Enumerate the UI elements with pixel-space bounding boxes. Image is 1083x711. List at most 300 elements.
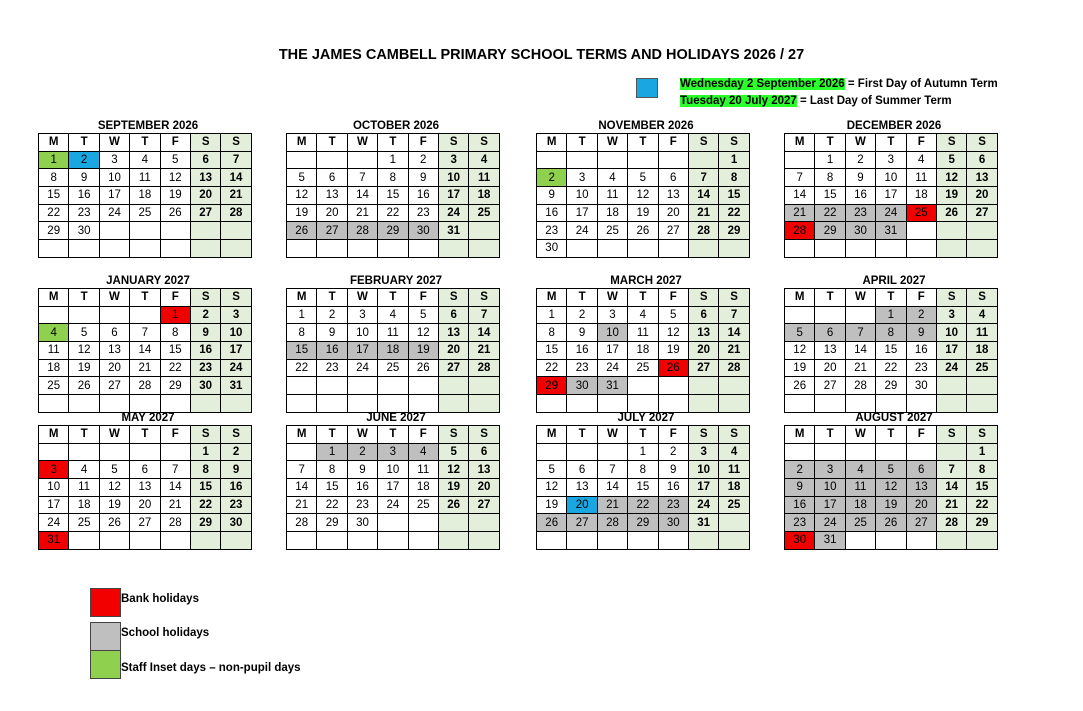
empty-cell xyxy=(160,240,190,258)
day-cell: 21 xyxy=(688,204,718,222)
day-cell: 9 xyxy=(567,324,597,342)
week-row xyxy=(287,151,500,169)
day-cell: 1 xyxy=(815,151,845,169)
week-row xyxy=(287,514,500,532)
day-cell: 28 xyxy=(130,377,160,395)
day-cell: 8 xyxy=(537,324,567,342)
day-cell: 6 xyxy=(688,306,718,324)
empty-cell xyxy=(408,377,438,395)
empty-cell xyxy=(69,240,99,258)
empty-cell xyxy=(130,240,160,258)
week-row xyxy=(287,443,500,461)
day-cell: 13 xyxy=(567,479,597,497)
weekday-header-row xyxy=(39,134,252,152)
day-cell: 8 xyxy=(39,169,69,187)
day-cell: 30 xyxy=(408,222,438,240)
day-cell: 6 xyxy=(967,151,997,169)
day-cell: 28 xyxy=(221,204,251,222)
day-cell: 9 xyxy=(906,324,936,342)
weekday-header: M xyxy=(39,289,69,307)
week-row xyxy=(785,240,998,258)
weekday-header-row xyxy=(39,289,252,307)
week-row xyxy=(287,222,500,240)
day-cell: 5 xyxy=(438,443,468,461)
week-row xyxy=(537,496,750,514)
month-calendar xyxy=(38,274,258,413)
empty-cell xyxy=(408,514,438,532)
empty-cell xyxy=(438,377,468,395)
month-title: JUNE 2027 xyxy=(366,412,426,424)
day-cell: 25 xyxy=(130,204,160,222)
empty-cell xyxy=(408,532,438,550)
weekday-header: S xyxy=(190,426,220,444)
day-cell: 7 xyxy=(936,461,966,479)
day-cell: 14 xyxy=(130,342,160,360)
day-cell: 28 xyxy=(469,359,499,377)
empty-cell xyxy=(906,240,936,258)
day-cell: 16 xyxy=(408,187,438,205)
day-cell: 17 xyxy=(221,342,251,360)
weekday-header: W xyxy=(99,426,129,444)
day-cell: 11 xyxy=(378,324,408,342)
day-cell: 24 xyxy=(597,359,627,377)
week-row xyxy=(39,514,252,532)
page-title: THE JAMES CAMBELL PRIMARY SCHOOL TERMS AND HOLIDAYS 2026 / 27 xyxy=(278,47,805,63)
note-first-day xyxy=(680,78,998,90)
empty-cell xyxy=(317,151,347,169)
empty-cell xyxy=(469,222,499,240)
empty-cell xyxy=(378,514,408,532)
day-cell: 10 xyxy=(688,461,718,479)
day-cell: 28 xyxy=(719,359,749,377)
day-cell: 4 xyxy=(130,151,160,169)
empty-cell xyxy=(628,240,658,258)
day-cell: 7 xyxy=(688,169,718,187)
week-row xyxy=(287,496,500,514)
day-cell: 3 xyxy=(688,443,718,461)
month-title: AUGUST 2027 xyxy=(855,412,933,424)
weekday-header: T xyxy=(876,426,906,444)
day-cell: 13 xyxy=(99,342,129,360)
month-table xyxy=(536,133,750,258)
day-cell: 26 xyxy=(69,377,99,395)
day-cell: 2 xyxy=(190,306,220,324)
day-cell: 14 xyxy=(221,169,251,187)
weekday-header: S xyxy=(190,289,220,307)
weekday-header: W xyxy=(845,134,875,152)
weekday-header: S xyxy=(438,426,468,444)
weekday-header: F xyxy=(658,289,688,307)
weekday-header: W xyxy=(597,134,627,152)
day-cell: 23 xyxy=(567,359,597,377)
weekday-header: T xyxy=(317,426,347,444)
empty-cell xyxy=(99,532,129,550)
day-cell: 17 xyxy=(438,187,468,205)
day-cell: 12 xyxy=(537,479,567,497)
day-cell: 12 xyxy=(658,324,688,342)
weekday-header-row xyxy=(537,426,750,444)
weekday-header: M xyxy=(287,289,317,307)
day-cell: 10 xyxy=(936,324,966,342)
day-cell: 5 xyxy=(785,324,815,342)
day-cell: 7 xyxy=(719,306,749,324)
week-row xyxy=(537,342,750,360)
day-cell: 11 xyxy=(408,461,438,479)
day-cell: 24 xyxy=(876,204,906,222)
day-cell: 15 xyxy=(876,342,906,360)
day-cell: 22 xyxy=(317,496,347,514)
day-cell: 14 xyxy=(936,479,966,497)
day-cell: 21 xyxy=(845,359,875,377)
note-last-day-text: = Last Day of Summer Term xyxy=(796,95,952,107)
day-cell: 10 xyxy=(347,324,377,342)
week-row xyxy=(785,395,998,413)
day-cell: 3 xyxy=(936,306,966,324)
month-calendar xyxy=(38,411,258,550)
day-cell: 29 xyxy=(628,514,658,532)
day-cell: 6 xyxy=(469,443,499,461)
weekday-header: F xyxy=(906,289,936,307)
month-table xyxy=(784,425,998,550)
weekday-header: S xyxy=(967,289,997,307)
week-row xyxy=(39,443,252,461)
day-cell: 26 xyxy=(537,514,567,532)
empty-cell xyxy=(378,395,408,413)
day-cell: 16 xyxy=(537,204,567,222)
day-cell: 21 xyxy=(160,496,190,514)
day-cell: 28 xyxy=(785,222,815,240)
empty-cell xyxy=(347,532,377,550)
empty-cell xyxy=(287,532,317,550)
day-cell: 20 xyxy=(967,187,997,205)
empty-cell xyxy=(469,377,499,395)
weekday-header: T xyxy=(130,426,160,444)
week-row xyxy=(287,395,500,413)
day-cell: 27 xyxy=(99,377,129,395)
day-cell: 17 xyxy=(936,342,966,360)
day-cell: 29 xyxy=(378,222,408,240)
month-table xyxy=(38,133,252,258)
month-table xyxy=(536,425,750,550)
week-row xyxy=(287,240,500,258)
empty-cell xyxy=(69,443,99,461)
empty-cell xyxy=(287,377,317,395)
day-cell: 11 xyxy=(597,187,627,205)
empty-cell xyxy=(567,151,597,169)
empty-cell xyxy=(190,222,220,240)
empty-cell xyxy=(628,151,658,169)
day-cell: 13 xyxy=(317,187,347,205)
weekday-header: T xyxy=(876,134,906,152)
day-cell: 16 xyxy=(190,342,220,360)
weekday-header: M xyxy=(785,289,815,307)
day-cell: 22 xyxy=(378,204,408,222)
weekday-header: W xyxy=(597,289,627,307)
day-cell: 23 xyxy=(658,496,688,514)
day-cell: 20 xyxy=(99,359,129,377)
weekday-header: T xyxy=(876,289,906,307)
week-row xyxy=(537,461,750,479)
day-cell: 4 xyxy=(469,151,499,169)
day-cell: 19 xyxy=(438,479,468,497)
weekday-header: F xyxy=(408,134,438,152)
weekday-header: M xyxy=(39,134,69,152)
day-cell: 11 xyxy=(469,169,499,187)
week-row xyxy=(537,222,750,240)
empty-cell xyxy=(221,222,251,240)
weekday-header: T xyxy=(567,426,597,444)
weekday-header: T xyxy=(69,289,99,307)
day-cell: 29 xyxy=(317,514,347,532)
weekday-header: S xyxy=(438,289,468,307)
day-cell: 12 xyxy=(160,169,190,187)
day-cell: 30 xyxy=(567,377,597,395)
week-row xyxy=(785,169,998,187)
day-cell: 30 xyxy=(347,514,377,532)
day-cell: 6 xyxy=(190,151,220,169)
weekday-header: T xyxy=(130,134,160,152)
empty-cell xyxy=(469,240,499,258)
empty-cell xyxy=(628,395,658,413)
empty-cell xyxy=(438,395,468,413)
day-cell: 21 xyxy=(597,496,627,514)
week-row xyxy=(39,496,252,514)
day-cell: 27 xyxy=(469,496,499,514)
week-row xyxy=(785,479,998,497)
week-row xyxy=(537,151,750,169)
weekday-header: W xyxy=(845,426,875,444)
week-row xyxy=(785,324,998,342)
day-cell: 10 xyxy=(815,479,845,497)
empty-cell xyxy=(408,240,438,258)
month-calendar xyxy=(286,119,506,258)
month-calendar xyxy=(536,119,756,258)
day-cell: 16 xyxy=(567,342,597,360)
empty-cell xyxy=(317,240,347,258)
day-cell: 15 xyxy=(967,479,997,497)
week-row xyxy=(537,169,750,187)
empty-cell xyxy=(719,514,749,532)
empty-cell xyxy=(99,443,129,461)
day-cell: 14 xyxy=(469,324,499,342)
day-cell: 9 xyxy=(845,169,875,187)
empty-cell xyxy=(815,443,845,461)
week-row xyxy=(785,532,998,550)
weekday-header: W xyxy=(597,426,627,444)
day-cell: 5 xyxy=(628,169,658,187)
weekday-header: T xyxy=(628,134,658,152)
week-row xyxy=(785,151,998,169)
weekday-header: T xyxy=(815,426,845,444)
day-cell: 8 xyxy=(378,169,408,187)
empty-cell xyxy=(876,532,906,550)
empty-cell xyxy=(785,306,815,324)
day-cell: 22 xyxy=(287,359,317,377)
day-cell: 1 xyxy=(287,306,317,324)
week-row xyxy=(537,187,750,205)
empty-cell xyxy=(69,306,99,324)
weekday-header-row xyxy=(537,134,750,152)
empty-cell xyxy=(190,532,220,550)
day-cell: 12 xyxy=(628,187,658,205)
day-cell: 29 xyxy=(39,222,69,240)
empty-cell xyxy=(567,240,597,258)
day-cell: 3 xyxy=(39,461,69,479)
day-cell: 1 xyxy=(537,306,567,324)
empty-cell xyxy=(785,151,815,169)
day-cell: 19 xyxy=(876,496,906,514)
week-row xyxy=(537,240,750,258)
day-cell: 7 xyxy=(785,169,815,187)
day-cell: 20 xyxy=(438,342,468,360)
weekday-header-row xyxy=(785,289,998,307)
weekday-header: T xyxy=(815,289,845,307)
day-cell: 21 xyxy=(469,342,499,360)
month-table xyxy=(38,425,252,550)
empty-cell xyxy=(317,377,347,395)
empty-cell xyxy=(688,151,718,169)
day-cell: 10 xyxy=(378,461,408,479)
empty-cell xyxy=(438,532,468,550)
weekday-header: S xyxy=(967,134,997,152)
week-row xyxy=(537,532,750,550)
day-cell: 7 xyxy=(469,306,499,324)
empty-cell xyxy=(317,395,347,413)
month-title: FEBRUARY 2027 xyxy=(349,275,443,287)
day-cell: 17 xyxy=(876,187,906,205)
day-cell: 4 xyxy=(628,306,658,324)
day-cell: 25 xyxy=(597,222,627,240)
week-row xyxy=(39,359,252,377)
empty-cell xyxy=(160,222,190,240)
legend-label: Bank holidays xyxy=(121,593,199,605)
day-cell: 31 xyxy=(815,532,845,550)
day-cell: 16 xyxy=(845,187,875,205)
empty-cell xyxy=(967,395,997,413)
day-cell: 30 xyxy=(906,377,936,395)
empty-cell xyxy=(130,222,160,240)
day-cell: 25 xyxy=(967,359,997,377)
day-cell: 15 xyxy=(815,187,845,205)
day-cell: 25 xyxy=(628,359,658,377)
day-cell: 8 xyxy=(876,324,906,342)
day-cell: 18 xyxy=(845,496,875,514)
day-cell: 1 xyxy=(719,151,749,169)
day-cell: 27 xyxy=(688,359,718,377)
month-title: DECEMBER 2026 xyxy=(846,120,942,132)
week-row xyxy=(537,395,750,413)
day-cell: 9 xyxy=(537,187,567,205)
day-cell: 4 xyxy=(39,324,69,342)
empty-cell xyxy=(936,395,966,413)
day-cell: 5 xyxy=(160,151,190,169)
day-cell: 21 xyxy=(347,204,377,222)
empty-cell xyxy=(936,222,966,240)
day-cell: 9 xyxy=(347,461,377,479)
empty-cell xyxy=(845,240,875,258)
empty-cell xyxy=(537,395,567,413)
day-cell: 1 xyxy=(967,443,997,461)
day-cell: 19 xyxy=(537,496,567,514)
day-cell: 27 xyxy=(658,222,688,240)
weekday-header: S xyxy=(967,426,997,444)
day-cell: 12 xyxy=(287,187,317,205)
day-cell: 9 xyxy=(317,324,347,342)
day-cell: 23 xyxy=(69,204,99,222)
day-cell: 14 xyxy=(347,187,377,205)
empty-cell xyxy=(438,514,468,532)
week-row xyxy=(287,461,500,479)
day-cell: 2 xyxy=(317,306,347,324)
month-title: OCTOBER 2026 xyxy=(352,120,440,132)
day-cell: 6 xyxy=(317,169,347,187)
week-row xyxy=(537,306,750,324)
empty-cell xyxy=(876,443,906,461)
day-cell: 12 xyxy=(408,324,438,342)
day-cell: 5 xyxy=(408,306,438,324)
day-cell: 6 xyxy=(906,461,936,479)
weekday-header-row xyxy=(537,289,750,307)
day-cell: 20 xyxy=(906,496,936,514)
day-cell: 1 xyxy=(190,443,220,461)
day-cell: 2 xyxy=(408,151,438,169)
day-cell: 12 xyxy=(785,342,815,360)
day-cell: 4 xyxy=(845,461,875,479)
month-table xyxy=(38,288,252,413)
empty-cell xyxy=(815,240,845,258)
day-cell: 20 xyxy=(658,204,688,222)
day-cell: 23 xyxy=(785,514,815,532)
weekday-header: S xyxy=(221,134,251,152)
empty-cell xyxy=(39,443,69,461)
empty-cell xyxy=(906,222,936,240)
weekday-header: T xyxy=(130,289,160,307)
month-title: APRIL 2027 xyxy=(862,275,926,287)
day-cell: 10 xyxy=(438,169,468,187)
empty-cell xyxy=(967,377,997,395)
day-cell: 18 xyxy=(719,479,749,497)
week-row xyxy=(785,187,998,205)
empty-cell xyxy=(160,443,190,461)
empty-cell xyxy=(287,240,317,258)
empty-cell xyxy=(39,240,69,258)
day-cell: 19 xyxy=(160,187,190,205)
day-cell: 19 xyxy=(287,204,317,222)
month-calendar xyxy=(536,274,756,413)
day-cell: 28 xyxy=(936,514,966,532)
day-cell: 5 xyxy=(876,461,906,479)
month-title: MAY 2027 xyxy=(121,412,175,424)
day-cell: 26 xyxy=(99,514,129,532)
empty-cell xyxy=(876,395,906,413)
week-row xyxy=(39,222,252,240)
day-cell: 8 xyxy=(287,324,317,342)
day-cell: 1 xyxy=(628,443,658,461)
day-cell: 10 xyxy=(876,169,906,187)
weekday-header: S xyxy=(936,426,966,444)
week-row xyxy=(287,377,500,395)
day-cell: 14 xyxy=(287,479,317,497)
day-cell: 23 xyxy=(221,496,251,514)
day-cell: 29 xyxy=(967,514,997,532)
weekday-header: F xyxy=(160,289,190,307)
weekday-header: M xyxy=(39,426,69,444)
day-cell: 12 xyxy=(438,461,468,479)
day-cell: 17 xyxy=(99,187,129,205)
day-cell: 6 xyxy=(658,169,688,187)
day-cell: 27 xyxy=(317,222,347,240)
month-table xyxy=(784,288,998,413)
